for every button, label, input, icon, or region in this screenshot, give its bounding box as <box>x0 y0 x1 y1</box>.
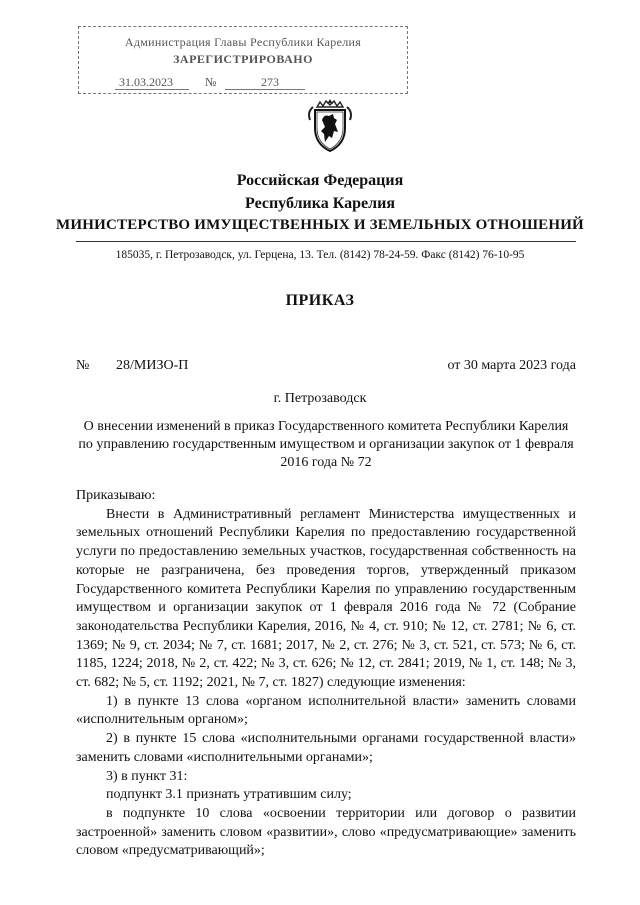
registration-stamp <box>78 26 408 94</box>
order-subitem-10: в подпункте 10 слова «освоении территории или договор о развитии застроенной» заменить словом «развитии», слово «предусматривающие» заменить словом «предусматривающий»; <box>76 805 576 859</box>
document-title: ПРИКАЗ <box>285 292 355 309</box>
order-subject: О внесении изменений в приказ Государственного комитета Республики Карелия по управлению государственным имуществом и организации закупок от 1 февраля 2016 года № 72 <box>78 419 574 470</box>
order-number-sign: № <box>76 358 90 373</box>
order-item-1: 1) в пункте 13 слова «органом исполнительной власти» заменить словами «исполнительным органом»; <box>76 693 576 728</box>
stamp-number-sign: № <box>205 75 217 89</box>
ministry-address: 185035, г. Петрозаводск, ул. Герцена, 13. Тел. (8142) 78-24-59. Факс (8142) 76-10-95 <box>115 249 525 261</box>
country-name: Российская Федерация <box>236 172 404 189</box>
stamp-registered: ЗАРЕГИСТРИРОВАНО <box>173 52 313 66</box>
order-city: г. Петрозаводск <box>273 391 367 406</box>
stamp-date: 31.03.2023 <box>119 75 173 89</box>
order-date: от 30 марта 2023 года <box>447 358 576 373</box>
order-subitem-3-1: подпункт 3.1 признать утратившим силу; <box>106 787 352 803</box>
order-paragraph-main: Внести в Административный регламент Министерства имущественных и земельных отношений Республики Карелия по предоставлению государственной услуги по предоставлению земельных участков, государственная собственность на которые не разграничена, без проведения торгов, утвержденный приказом Государственного комитета Республики Карелия по управлению государственным имуществом и организации закупок от 1 февраля 2016 года № 72 (Собрание законодательства Республики Карелия, 2016, № 4, ст. 910; № 12, ст. 2781; № 6, ст. 1369; № 9, ст. 2034; № 7, ст. 1681; 2017, № 2, ст. 276; № 3, ст. 521, ст. 573; № 6, ст. 1185, 1224; 2018, № 2, ст. 422; № 3, ст. 626; № 12, ст. 2841; 2019, № 1, ст. 148; № 3, ст. 682; № 5, ст. 1192; 2021, № 7, ст. 1827) следующие изменения: <box>76 506 576 691</box>
order-item-2: 2) в пункте 15 слова «исполнительными органами государственной власти» заменить словами «исполнительными органами»; <box>76 731 576 765</box>
karelia-coat-of-arms-icon <box>307 98 353 154</box>
stamp-date-underline <box>115 89 189 90</box>
stamp-number-underline <box>225 89 305 90</box>
header-divider <box>76 241 576 242</box>
order-item-3: 3) в пункт 31: <box>106 768 188 784</box>
order-intro: Приказываю: <box>76 488 156 503</box>
order-body <box>76 487 576 861</box>
ministry-name: МИНИСТЕРСТВО ИМУЩЕСТВЕННЫХ И ЗЕМЕЛЬНЫХ ОТНОШЕНИЙ <box>56 217 584 233</box>
stamp-number: 273 <box>261 75 279 89</box>
stamp-authority: Администрация Главы Республики Карелия <box>124 35 362 49</box>
republic-name: Республика Карелия <box>245 195 395 212</box>
order-number: 28/МИЗО-П <box>116 358 189 373</box>
